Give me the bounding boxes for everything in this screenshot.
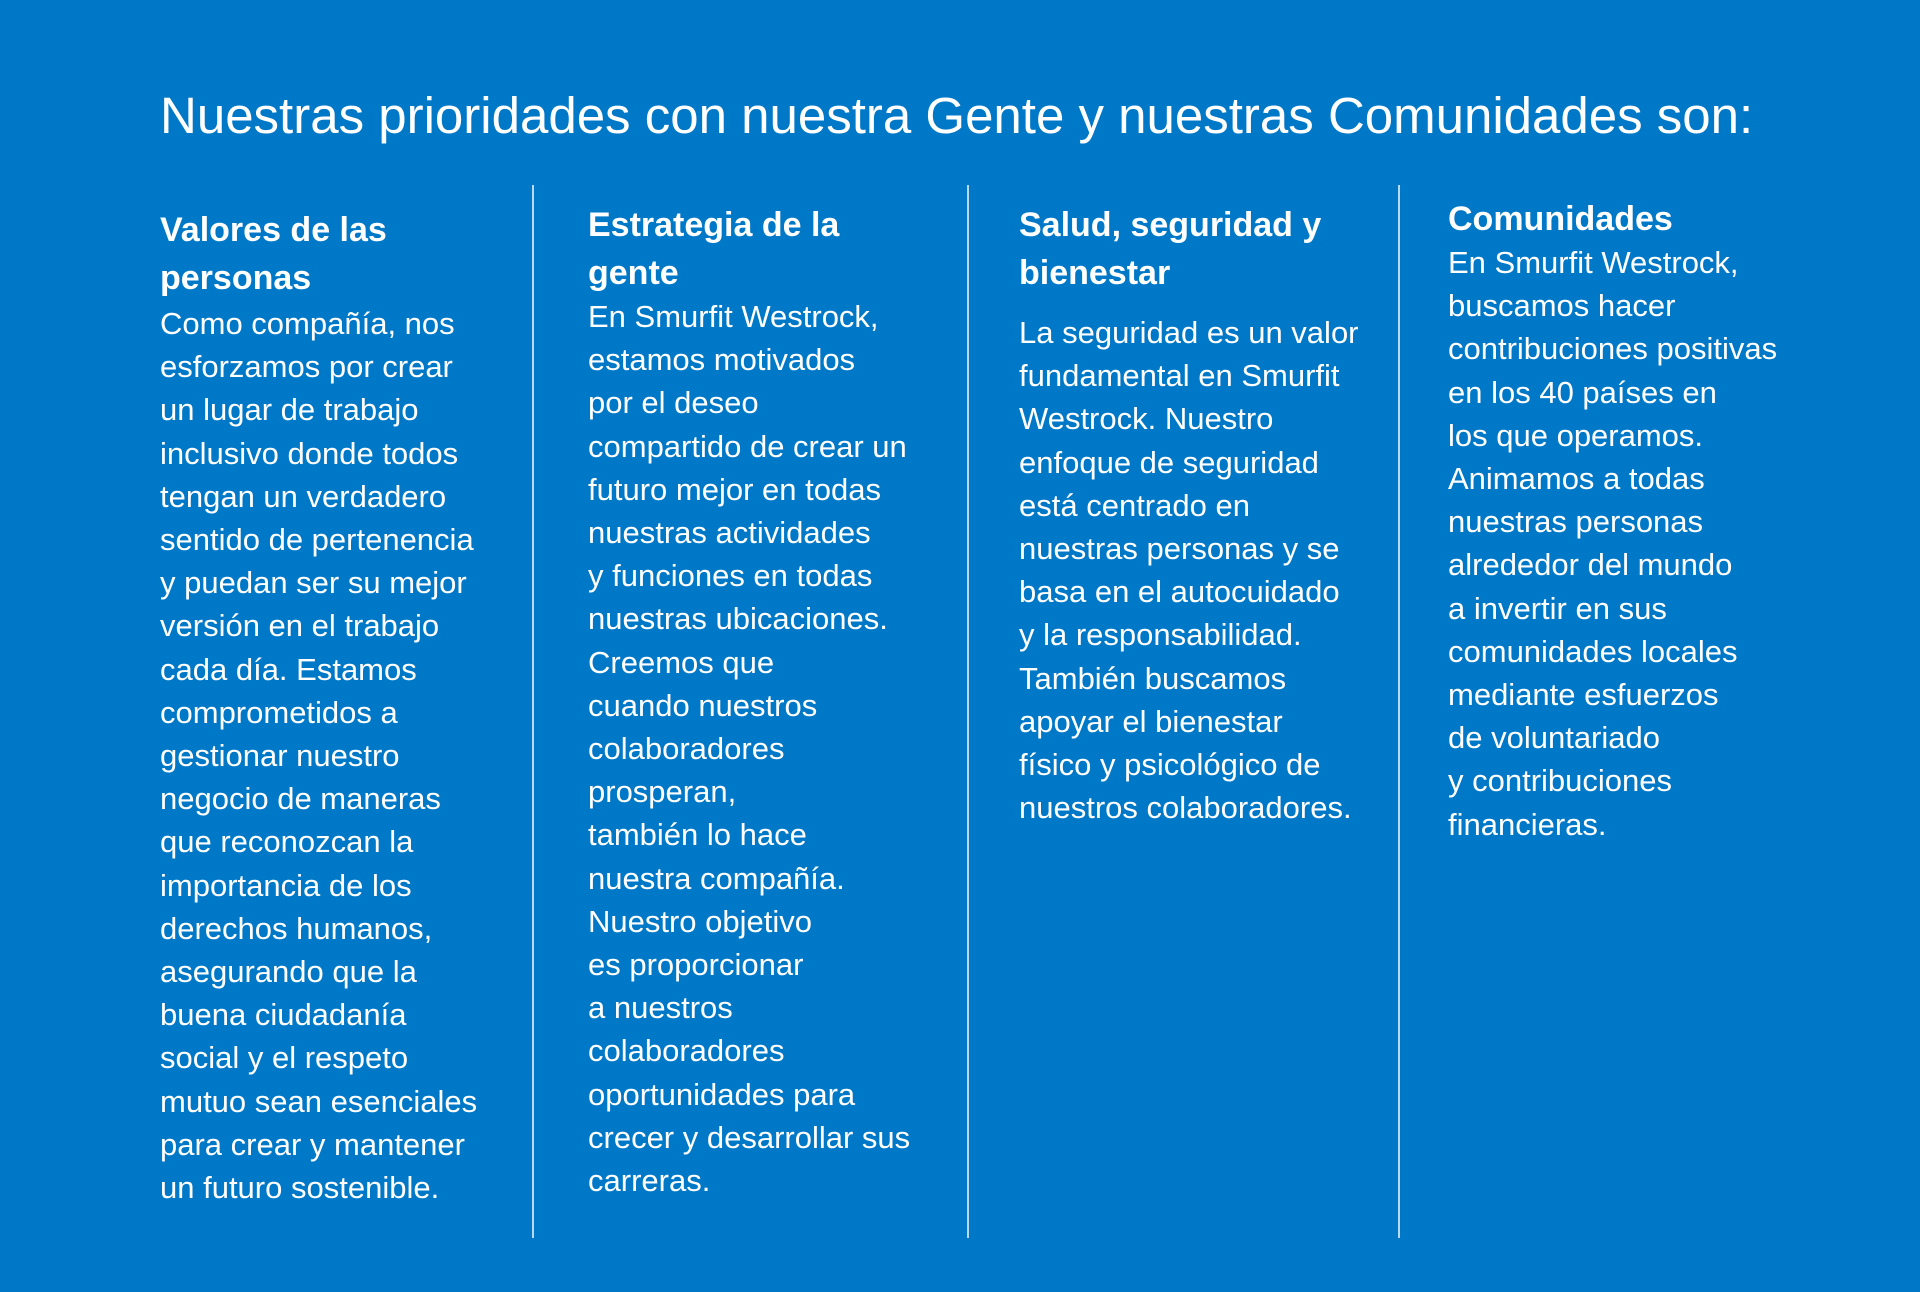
body-line: también lo hace <box>588 817 807 853</box>
body-line: cuando nuestros <box>588 687 818 723</box>
body-line: La seguridad es un valor <box>1019 315 1359 350</box>
body-line: carreras. <box>588 1163 711 1199</box>
body-line: nuestra compañía. <box>588 860 845 896</box>
body-line: esforzamos por crear <box>160 349 453 385</box>
body-line: contribuciones positivas <box>1448 331 1778 367</box>
body-line: futuro mejor en todas <box>588 471 881 507</box>
body-line: También buscamos <box>1019 660 1287 696</box>
body-line: inclusivo donde todos <box>160 435 459 471</box>
body-line: social y el respeto <box>160 1040 409 1076</box>
body-line: que reconozcan la <box>160 824 414 860</box>
body-line: comprometidos a <box>160 694 398 730</box>
column-divider <box>967 185 969 1238</box>
page-title: Nuestras prioridades con nuestra Gente y nuestras Comunidades son: <box>160 87 1754 144</box>
body-line: negocio de maneras <box>160 781 441 817</box>
body-line: un lugar de trabajo <box>160 392 419 428</box>
body-line: colaboradores <box>588 1033 785 1069</box>
column-valores-de-las-personas <box>160 206 477 1209</box>
heading-line: Valores de las <box>160 211 387 249</box>
body-line: gestionar nuestro <box>160 738 400 774</box>
body-line: comunidades locales <box>1448 633 1738 669</box>
body-line: mutuo sean esenciales <box>160 1083 478 1119</box>
body-line: En Smurfit Westrock, <box>1448 245 1739 280</box>
body-line: estamos motivados <box>588 342 856 378</box>
heading-line: Estrategia de la <box>588 206 840 244</box>
body-line: está centrado en <box>1019 487 1250 523</box>
column-estrategia-de-la-gente <box>588 201 910 1202</box>
body-line: buscamos hacer <box>1448 288 1676 324</box>
body-line: derechos humanos, <box>160 910 433 946</box>
body-line: nuestras personas y se <box>1019 531 1340 567</box>
body-line: oportunidades para <box>588 1076 856 1112</box>
body-line: fundamental en Smurfit <box>1019 358 1340 394</box>
body-line: por el deseo <box>588 385 759 421</box>
body-line: físico y psicológico de <box>1019 747 1321 783</box>
body-line: y contribuciones <box>1448 763 1673 799</box>
body-line: nuestras actividades <box>588 515 871 551</box>
body-line: para crear y mantener <box>160 1126 465 1162</box>
heading-line: personas <box>160 259 312 297</box>
body-line: financieras. <box>1448 806 1607 842</box>
body-line: nuestras ubicaciones. <box>588 601 888 637</box>
column-heading <box>1448 195 1777 243</box>
body-line: basa en el autocuidado <box>1019 574 1340 610</box>
body-line: un futuro sostenible. <box>160 1170 440 1206</box>
column-heading <box>588 201 910 297</box>
body-line: Creemos que <box>588 644 775 680</box>
body-line: es proporcionar <box>588 947 804 983</box>
body-line: prosperan, <box>588 774 737 810</box>
heading-line: Comunidades <box>1448 200 1673 238</box>
body-line: mediante esfuerzos <box>1448 677 1719 713</box>
body-line: Westrock. Nuestro <box>1019 401 1274 437</box>
body-line: a invertir en sus <box>1448 590 1667 626</box>
body-line: asegurando que la <box>160 954 417 990</box>
column-salud-seguridad-bienestar <box>1019 201 1359 829</box>
column-divider <box>532 185 534 1238</box>
body-line: En Smurfit Westrock, <box>588 299 879 334</box>
body-line: a nuestros <box>588 990 733 1026</box>
body-line: importancia de los <box>160 867 412 903</box>
column-body <box>1448 241 1777 846</box>
body-line: Como compañía, nos <box>160 306 455 341</box>
column-body <box>1019 311 1359 829</box>
body-line: nuestras personas <box>1448 504 1704 540</box>
column-body <box>160 302 477 1209</box>
heading-line: bienestar <box>1019 254 1171 292</box>
body-line: y puedan ser su mejor <box>160 565 467 601</box>
body-line: crecer y desarrollar sus <box>588 1119 911 1155</box>
heading-line: Salud, seguridad y <box>1019 206 1322 244</box>
column-heading <box>1019 201 1359 297</box>
body-line: compartido de crear un <box>588 428 907 464</box>
heading-line: gente <box>588 254 679 292</box>
body-line: nuestros colaboradores. <box>1019 790 1352 826</box>
body-line: apoyar el bienestar <box>1019 703 1283 739</box>
body-line: alrededor del mundo <box>1448 547 1733 583</box>
body-line: tengan un verdadero <box>160 478 447 514</box>
body-line: cada día. Estamos <box>160 651 417 687</box>
body-line: buena ciudadanía <box>160 997 407 1033</box>
body-line: en los 40 países en <box>1448 374 1717 410</box>
body-line: los que operamos. <box>1448 417 1704 453</box>
column-divider <box>1398 185 1400 1238</box>
body-line: versión en el trabajo <box>160 608 440 644</box>
body-line: de voluntariado <box>1448 720 1660 756</box>
body-line: Animamos a todas <box>1448 461 1705 497</box>
body-line: y funciones en todas <box>588 558 873 594</box>
body-line: enfoque de seguridad <box>1019 444 1319 480</box>
column-heading <box>160 206 477 302</box>
body-line: sentido de pertenencia <box>160 522 474 558</box>
body-line: colaboradores <box>588 731 785 767</box>
body-line: y la responsabilidad. <box>1019 617 1302 653</box>
column-comunidades <box>1448 195 1777 846</box>
column-body <box>588 295 910 1202</box>
body-line: Nuestro objetivo <box>588 903 813 939</box>
